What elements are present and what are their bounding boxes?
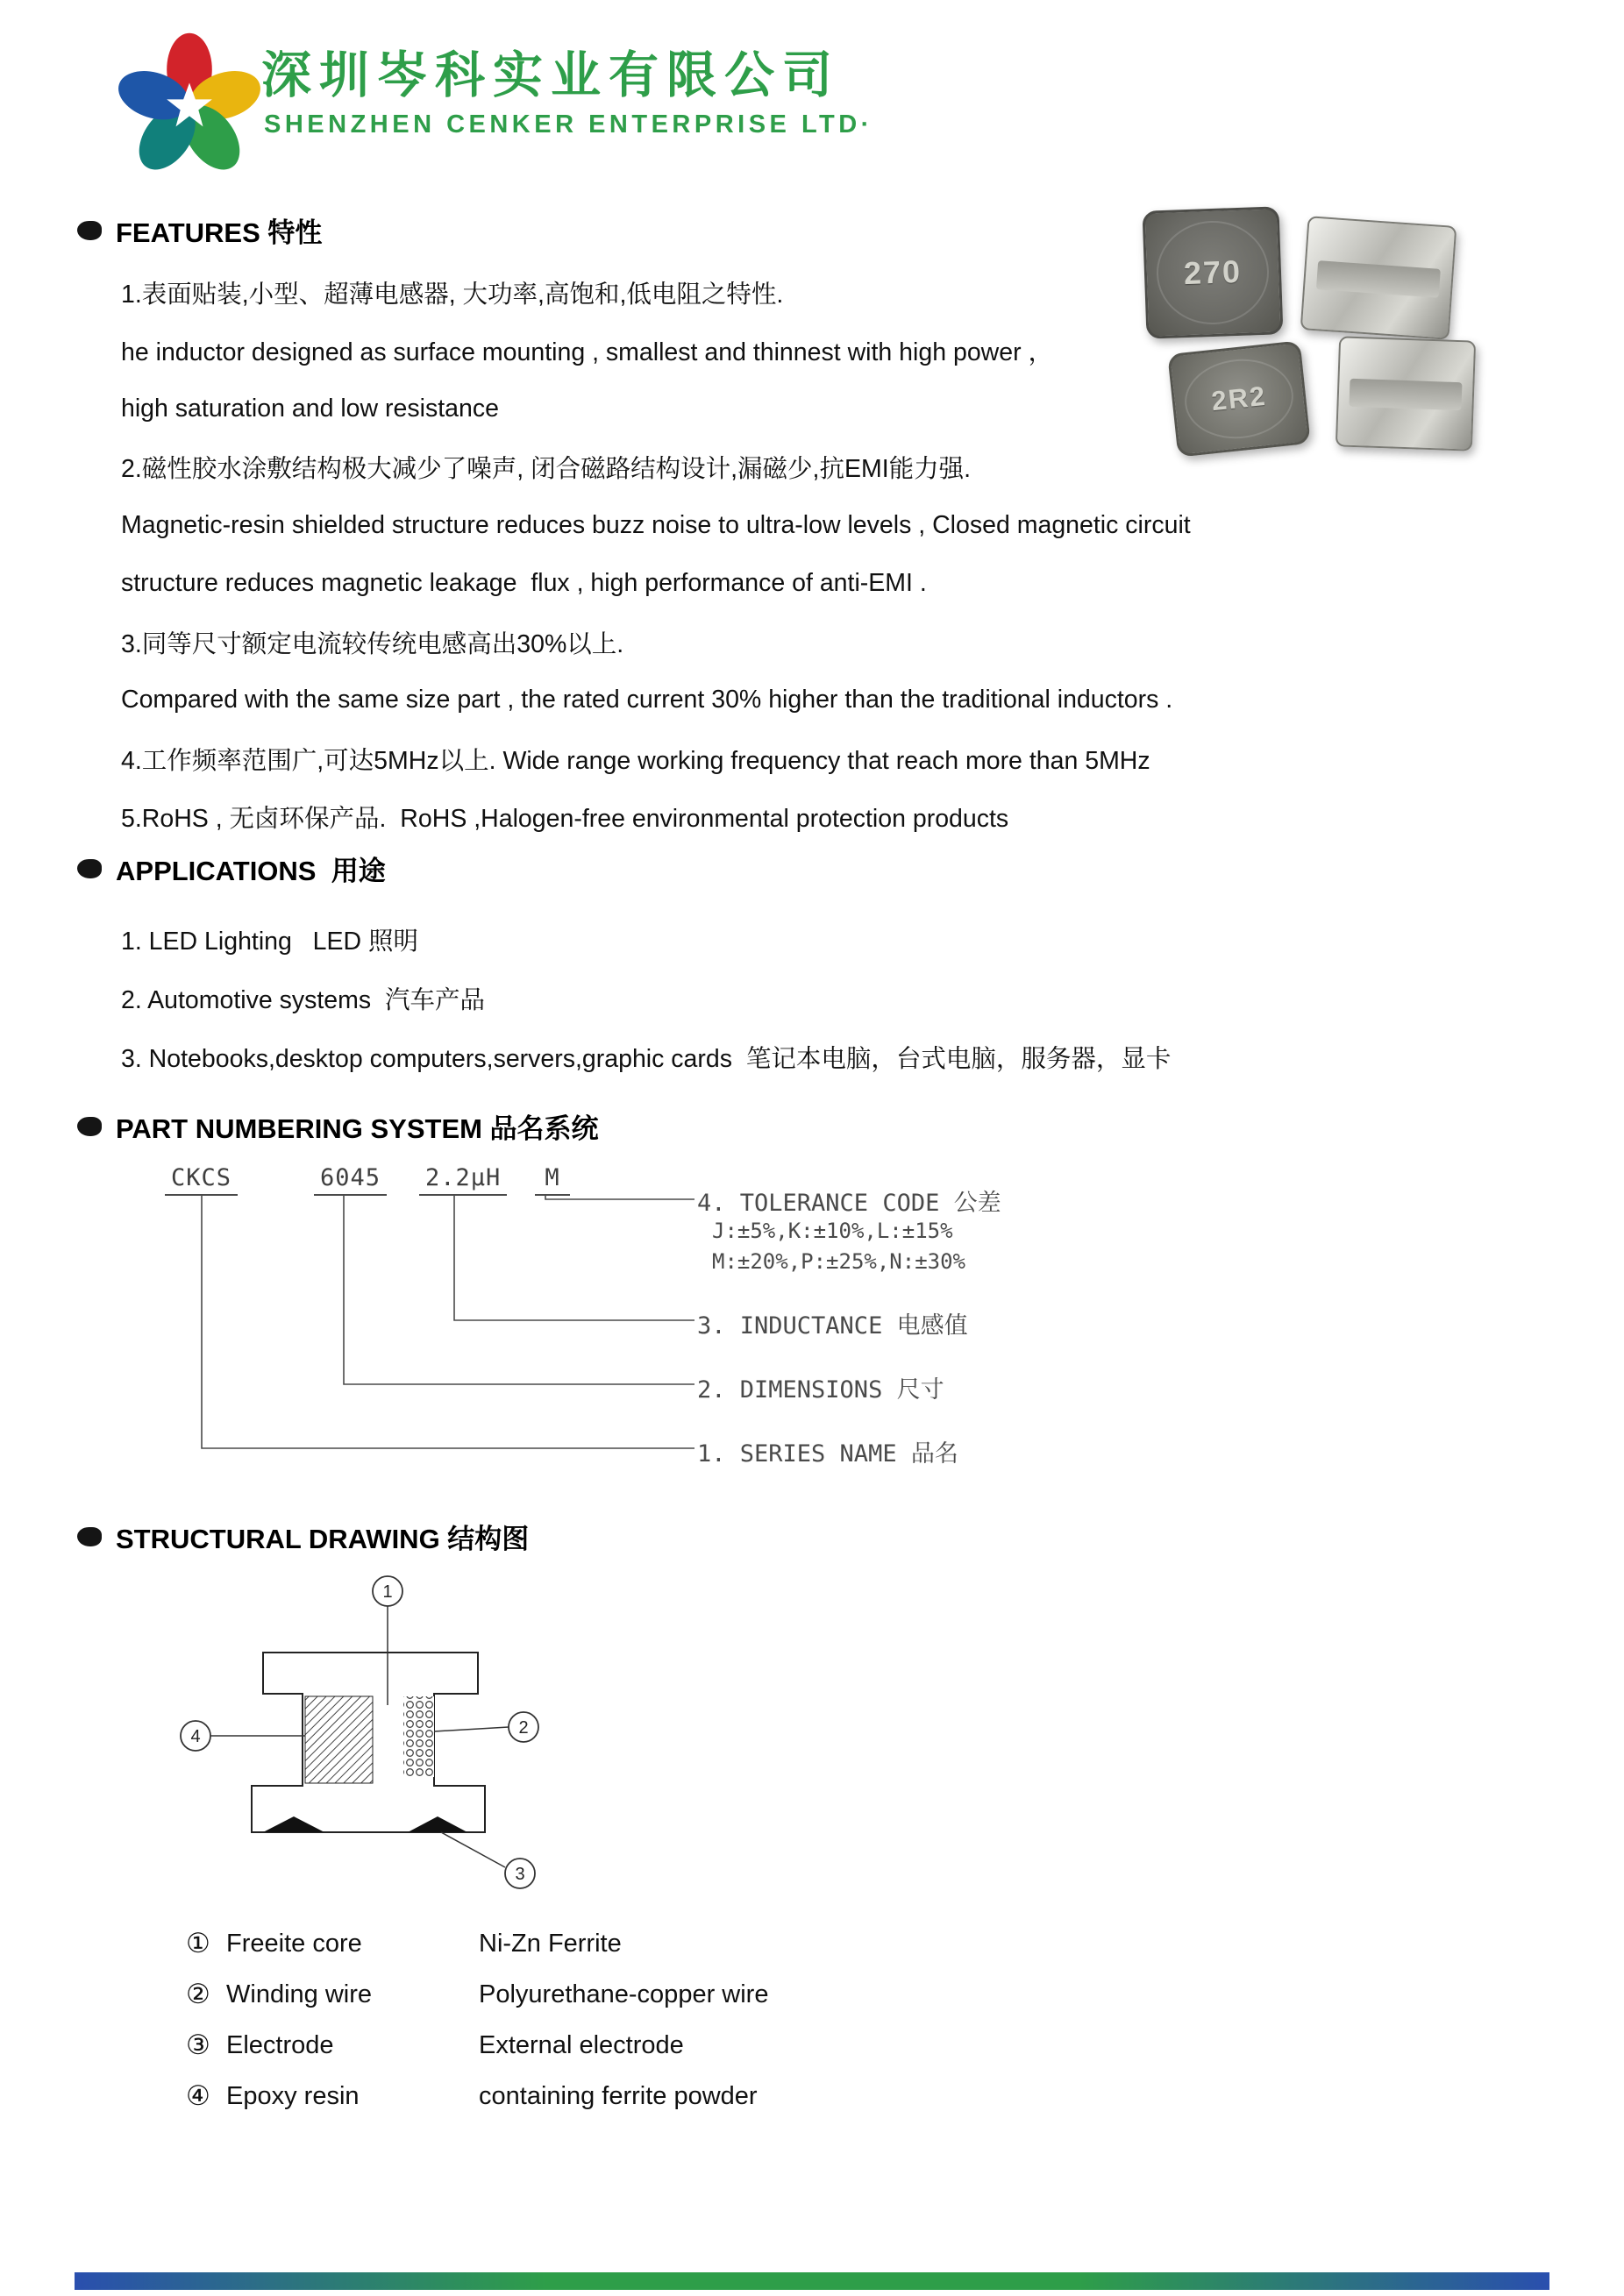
legend-part-name: Electrode [226, 2030, 334, 2059]
company-name-en: SHENZHEN CENKER ENTERPRISE LTD· [264, 110, 873, 139]
section-bullet-icon [77, 1117, 102, 1136]
feature-line: 1.表面贴装,小型、超薄电感器, 大功率,高饱和,低电阻之特性. [121, 280, 784, 309]
feature-line: he inductor designed as surface mounting , smallest and thinnest with high power ， [121, 338, 1054, 367]
inductance-label: 3. INDUCTANCE 电感值 [697, 1312, 968, 1340]
part-code-inductance: 2.2μH [419, 1164, 507, 1196]
feature-line: 5.RoHS , 无卤环保产品. RoHS ,Halogen-free environmental protection products [121, 805, 1009, 834]
legend-row [186, 2020, 768, 2071]
epoxy-resin-area [305, 1696, 373, 1783]
legend-part-name: Freeite core [226, 1929, 362, 1958]
callout-3 [505, 1859, 535, 1888]
feature-line: structure reduces magnetic leakage flux , high performance of anti-EMI . [121, 569, 927, 598]
legend-circled-number: ④ [186, 2080, 210, 2111]
logo-flower-icon [114, 32, 265, 182]
part-numbering-heading-label: PART NUMBERING SYSTEM 品名系统 [116, 1113, 599, 1144]
part-code-series: CKCS [165, 1164, 238, 1196]
part-code-dimensions: 6045 [314, 1164, 387, 1196]
legend-circled-number: ③ [186, 2029, 210, 2060]
tolerance-values-line1: J:±5%,K:±10%,L:±15% [712, 1219, 953, 1243]
features-text-block [121, 263, 1191, 846]
legend-part-name: Winding wire [226, 1980, 372, 2008]
tolerance-code-label: 4. TOLERANCE CODE 公差 [697, 1190, 1001, 1217]
applications-heading [77, 849, 386, 888]
feature-line: 3.同等尺寸额定电流较传统电感高出30%以上. [121, 629, 624, 658]
feature-line: Compared with the same size part , the rated current 30% higher than the traditional inductors . [121, 686, 1173, 714]
part-numbering-heading [77, 1106, 599, 1146]
structural-drawing-heading [77, 1517, 529, 1556]
inductor-photo-side-view [1336, 336, 1476, 451]
structural-drawing [145, 1565, 653, 1933]
inductor-photo-bottom-view [1300, 216, 1457, 340]
features-heading-label: FEATURES 特性 [116, 217, 323, 248]
feature-line: Magnetic-resin shielded structure reduces buzz noise to ultra-low levels , Closed magnetic circuit [121, 510, 1191, 539]
tolerance-values-line2: M:±20%,P:±25%,N:±30% [712, 1249, 965, 1274]
inductor-photo-270 [1142, 206, 1283, 338]
section-bullet-icon [77, 221, 102, 240]
part-numbering-connector-lines [123, 1175, 719, 1464]
legend-part-name: Epoxy resin [226, 2081, 360, 2110]
legend-row [186, 2071, 768, 2122]
inductor-marking-270: 270 [1183, 252, 1243, 292]
inductor-photo-2r2 [1167, 340, 1311, 457]
legend-circled-number: ② [186, 1979, 210, 2009]
section-bullet-icon [77, 1527, 102, 1546]
applications-text-block [121, 910, 1171, 1086]
feature-line: 4.工作频率范围广,可达5MHz以上. Wide range working frequency that reach more than 5MHz [121, 746, 1150, 775]
legend-row [186, 1969, 768, 2020]
svg-text:2: 2 [518, 1718, 529, 1738]
features-heading [77, 210, 322, 250]
svg-text:3: 3 [515, 1865, 525, 1884]
legend-part-desc: Polyurethane-copper wire [479, 1980, 769, 2008]
inductor-solder-band [1350, 379, 1463, 410]
inductor-marking-2r2: 2R2 [1209, 380, 1269, 417]
product-photos [1127, 200, 1504, 463]
callout-4 [181, 1721, 210, 1751]
dimensions-label: 2. DIMENSIONS 尺寸 [697, 1376, 944, 1404]
application-item: 1. LED Lighting LED 照明 [121, 928, 418, 956]
application-item: 2. Automotive systems 汽车产品 [121, 986, 485, 1014]
feature-line: 2.磁性胶水涂敷结构极大减少了噪声, 闭合磁路结构设计,漏磁少,抗EMI能力强. [121, 455, 972, 484]
callout-2 [509, 1712, 538, 1742]
svg-text:4: 4 [190, 1727, 201, 1746]
applications-heading-label: APPLICATIONS 用途 [116, 856, 386, 886]
inductor-solder-band [1316, 260, 1440, 297]
company-name-cn: 深圳岑科实业有限公司 [261, 47, 840, 103]
callout-1 [373, 1576, 402, 1606]
winding-wire-area [403, 1696, 434, 1777]
application-item: 3. Notebooks,desktop computers,servers,graphic cards 笔记本电脑，台式电脑，服务器，显卡 [121, 1045, 1172, 1073]
legend-circled-number: ① [186, 1928, 210, 1958]
footer-gradient-bar [75, 2272, 1549, 2290]
structural-legend [186, 1918, 768, 2122]
part-code-tolerance: M [535, 1164, 570, 1196]
section-bullet-icon [77, 859, 102, 878]
legend-part-desc: containing ferrite powder [479, 2081, 758, 2110]
feature-line: high saturation and low resistance [121, 394, 499, 423]
legend-part-desc: Ni-Zn Ferrite [479, 1929, 622, 1958]
svg-text:1: 1 [382, 1582, 393, 1602]
series-name-label: 1. SERIES NAME 品名 [697, 1440, 958, 1468]
structural-drawing-heading-label: STRUCTURAL DRAWING 结构图 [116, 1524, 530, 1554]
legend-row [186, 1918, 768, 1969]
legend-part-desc: External electrode [479, 2030, 684, 2059]
